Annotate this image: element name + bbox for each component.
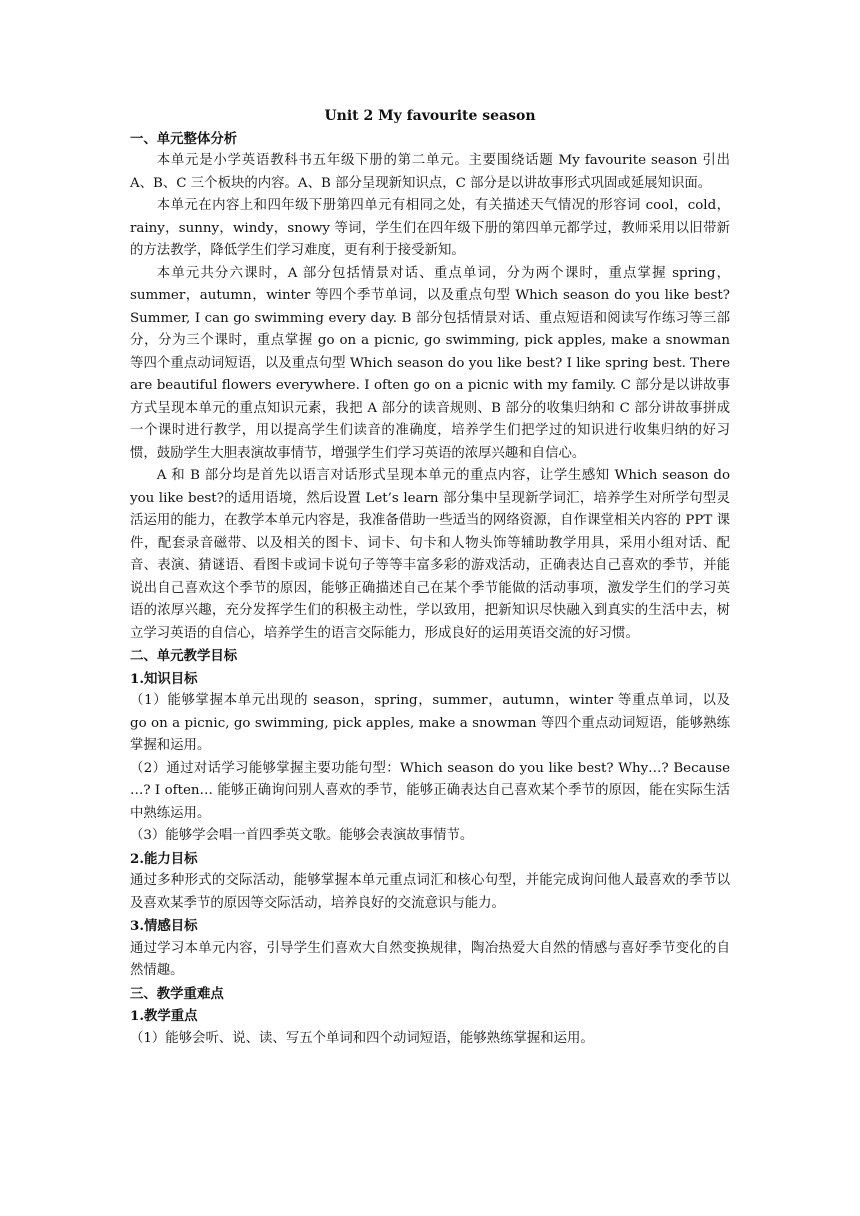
list-item: （1）能够掌握本单元出现的 season，spring，summer，autumn，winter 等重点单词，以及 go on a picnic, go swimming, pick apples, make a snowman 等四个重点动词短语，能够熟练掌握和运用。 — [130, 693, 730, 753]
paragraph: 本单元在内容上和四年级下册第四单元有相同之处，有关描述天气情况的形容词 cool，cold，rainy，sunny，windy，snowy 等词，学生们在四年级下册的第四单元都学过，教师采用以旧带新的方法教学，降低学生们学习难度，更有利于接受新知。 — [130, 198, 730, 258]
document-title: Unit 2 My favourite season — [324, 108, 536, 124]
document-page — [130, 105, 730, 1050]
section-heading-2: 二、单元教学目标 — [130, 648, 238, 664]
section-heading-1: 一、单元整体分析 — [130, 130, 238, 147]
subheading-teaching-focus: 1.教学重点 — [130, 1008, 198, 1024]
subheading-knowledge-goals: 1.知识目标 — [130, 670, 198, 687]
paragraph: 通过学习本单元内容，引导学生们喜欢大自然变换规律，陶冶热爱大自然的情感与喜好季节变化的自然情趣。 — [130, 940, 730, 978]
paragraph: 本单元是小学英语教科书五年级下册的第二单元。主要围绕话题 My favourite season 引出 A、B、C 三个板块的内容。A、B 部分呈现新知识点，C 部分是以讲故事形式巩固或延展知识面。 — [130, 153, 730, 191]
list-item: （1）能够会听、说、读、写五个单词和四个动词短语，能够熟练掌握和运用。 — [130, 1030, 594, 1046]
paragraph: A 和 B 部分均是首先以语言对话形式呈现本单元的重点内容，让学生感知 Which season do you like best?的适用语境，然后设置 Let’s learn 部分集中呈现新学词汇，培养学生对所学句型灵活运用的能力，在教学本单元内容是，我准备借助一些适当的网络资源，自作课堂相关内容的 PPT 课件，配套录音磁带、以及相关的图卡、词卡、句卡和人物头饰等辅助教学用具，采用小组对话、配音、表演、猜谜语、看图卡或词卡说句子等等丰富多彩的游戏活动，正确表达自己喜欢的季节，并能说出自己喜欢这个季节的原因，能够正确描述自己在某个季节能做的活动事项，激发学生们的学习英语的浓厚兴趣，充分发挥学生们的积极主动性，学以致用，把新知识尽快融入到真实的生活中去，树立学习英语的自信心，培养学生的语言交际能力，形成良好的运用英语交流的好习惯。 — [130, 468, 730, 641]
paragraph: 本单元共分六课时，A 部分包括情景对话、重点单词，分为两个课时，重点掌握 spring，summer，autumn，winter 等四个季节单词，以及重点句型 Which season do you like best? Summer, I can go swimming every day. B 部分包括情景对话、重点短语和阅读写作练习等三部分，分为三个课时，重点掌握 go on a picnic, go swimming, pick apples, make a snowman 等四个重点动词短语，以及重点句型 Which season do you like best? I like spring best. There are beautiful flowers everywhere. I often go on a picnic with my family. C 部分是以讲故事方式呈现本单元的重点知识元素，我把 A 部分的读音规则、B 部分的收集归纳和 C 部分讲故事拼成一个课时进行教学，用以提高学生们读音的准确度，培养学生们把学过的知识进行收集归纳的好习惯，鼓励学生大胆表演故事情节，增强学生们学习英语的浓厚兴趣和自信心。 — [130, 265, 730, 461]
section-heading-3: 三、教学重难点 — [130, 985, 224, 1002]
subheading-ability-goals: 2.能力目标 — [130, 850, 198, 867]
list-item: （3）能够学会唱一首四季英文歌。能够会表演故事情节。 — [130, 828, 474, 843]
list-item: （2）通过对话学习能够掌握主要功能句型：Which season do you like best? Why…? Because …? I often… 能够正确询问别人喜欢的季节，能够正确表达自己喜欢某个季节的原因，能在实际生活中熟练运用。 — [130, 760, 730, 821]
paragraph: 通过多种形式的交际活动，能够掌握本单元重点词汇和核心句型，并能完成询问他人最喜欢的季节以及喜欢某季节的原因等交际活动，培养良好的交流意识与能力。 — [130, 873, 730, 911]
subheading-emotion-goals: 3.情感目标 — [130, 918, 198, 934]
